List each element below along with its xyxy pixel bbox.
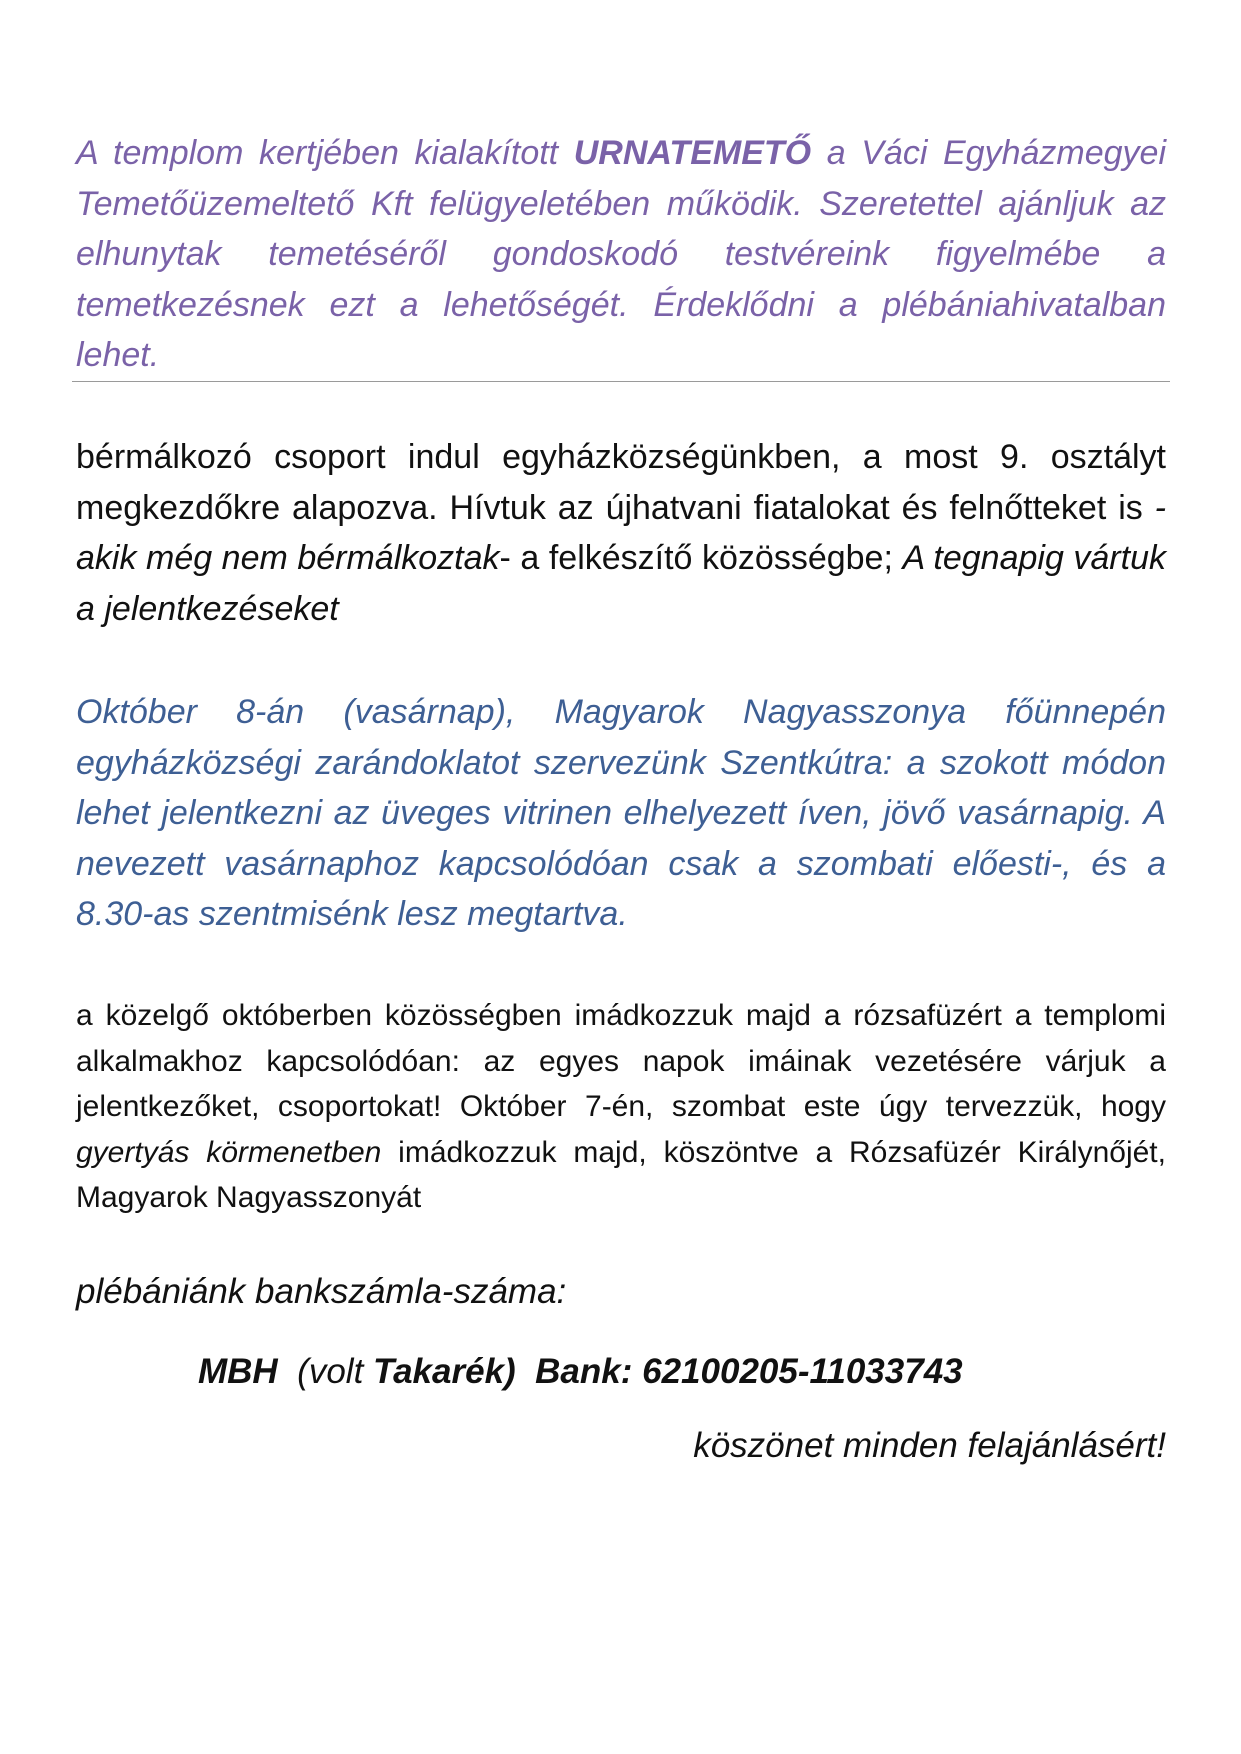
- bank-former-name: Takarék): [373, 1352, 516, 1391]
- thanks-line: köszönet minden felajánlásért!: [693, 1426, 1166, 1465]
- pilgrimage-text: Október 8-án (vasárnap), Magyarok Nagyasszonya főünnepén egyházközségi zarándoklatot szervezünk Szentkútra: a szokott módon lehet jelentkezni az üveges vitrinen elhelyezett íven, jövő vasárnapig. A nevezett vasárnaphoz kapcsolódóan csak a: [76, 693, 1166, 883]
- bank-name: MBH: [198, 1352, 278, 1391]
- rosary-text-a: a közelgő októberben közösségben imádkozzuk majd a rózsafüzért a templomi alkalmakhoz kapcsolódóan: az egyes napok imáinak vezetésére várjuk a jelentkezőket, csoportokat! Október 7-én, szombat este úgy tervezzük, hogy: [76, 999, 1166, 1123]
- pilgrimage-last-line: szombati előesti-, és a 8.30-as szentmisénk lesz megtartva.: [76, 844, 1166, 933]
- confirmation-italic-a: -akik még nem bérmálkoztak: [76, 488, 1166, 577]
- urn-cemetery-highlight: URNATEMETŐ: [573, 134, 812, 172]
- rosary-italic: gyertyás körmenetben: [76, 1135, 382, 1169]
- confirmation-last-plain: közösségbe;: [702, 539, 903, 577]
- confirmation-text-b: - a felkészítő: [499, 539, 693, 577]
- urn-notice-lead: A templom kertjében kialakított: [76, 134, 574, 172]
- confirmation-text-a: bérmálkozó csoport indul egyházközségünkben, a most 9. osztályt megkezdőkre alapozva. Hívtuk az újhatvani fiatalokat és felnőtteket is: [76, 438, 1166, 527]
- bank-account-label: plébániánk bankszámla-száma:: [76, 1272, 567, 1311]
- urn-notice-last-line: Érdeklődni a plébániahivatalban lehet.: [76, 285, 1167, 374]
- bank-former-prefix: (volt: [277, 1352, 374, 1391]
- confirmation-last-italic: A tegnapig vártuk a jelentkezéseket: [76, 539, 1166, 628]
- bank-account-line: [198, 1348, 963, 1396]
- urn-notice-rest: a Váci Egyházmegyei Temetőüzemeltető Kft felügyeletében működik. Szeretettel ajánljuk az elhunytak temetéséről gondoskodó testvéreink figyelmébe a temetkezésnek ezt a lehetőségét.: [76, 134, 1166, 324]
- rosary-last-line: köszöntve a Rózsafüzér Királynőjét, Magyarok Nagyasszonyát: [76, 1135, 1166, 1214]
- pilgrimage-notice: [76, 687, 1166, 940]
- rosary-notice: [76, 993, 1166, 1221]
- rosary-text-b: imádkozzuk majd,: [381, 1135, 647, 1169]
- section-divider: [72, 381, 1170, 382]
- bank-account-number: Bank: 62100205-11033743: [515, 1352, 963, 1391]
- urn-cemetery-notice: [76, 128, 1166, 381]
- confirmation-group-notice: [76, 432, 1166, 634]
